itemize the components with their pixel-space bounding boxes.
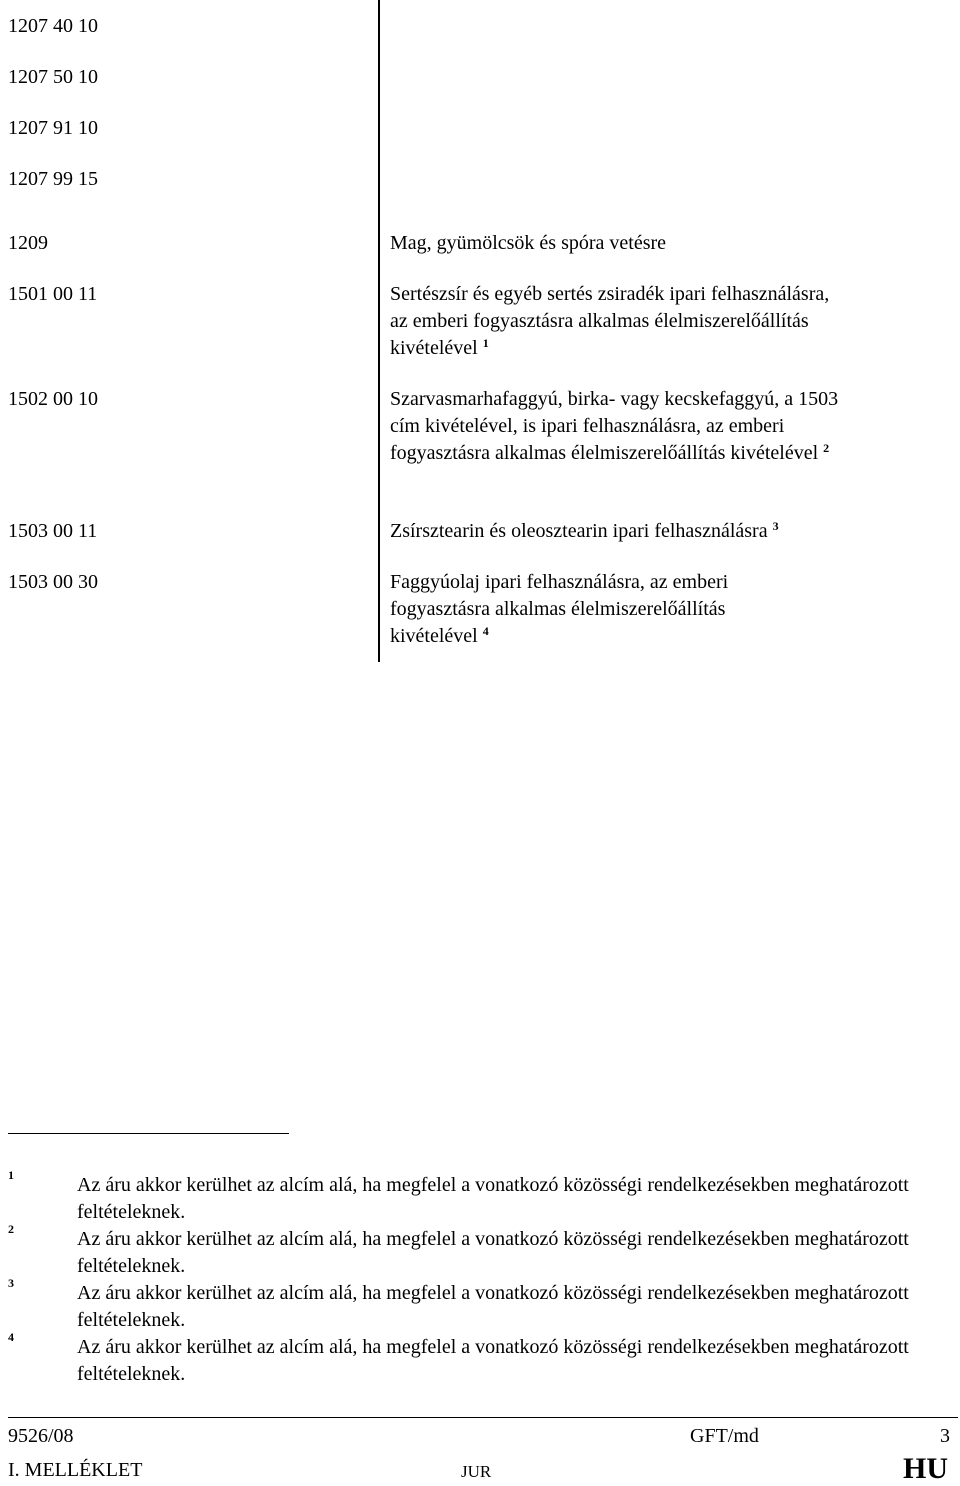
- footnote-separator: [8, 1133, 289, 1134]
- page-number: 3: [940, 1425, 950, 1447]
- cn-code: 1209: [8, 232, 48, 254]
- footnote-number: 3: [8, 1276, 14, 1290]
- cn-code: 1207 40 10: [8, 15, 98, 37]
- goods-description: Zsírsztearin és oleosztearin ipari felhasználásra $^3$: [390, 519, 779, 542]
- author-code: GFT/md: [690, 1425, 759, 1447]
- cn-code: 1207 50 10: [8, 66, 98, 88]
- unit-code: JUR: [461, 1462, 492, 1481]
- footer-rule: [8, 1417, 958, 1418]
- language-code: HU: [903, 1452, 948, 1485]
- cn-code: 1207 91 10: [8, 117, 98, 139]
- document-number: 9526/08: [8, 1425, 74, 1447]
- cn-code: 1503 00 11: [8, 520, 98, 542]
- cn-code: 1207 99 15: [8, 168, 98, 190]
- goods-description: Szarvasmarhafaggyú, birka- vagy kecskefaggyú, a 1503 cím kivételével, is ipari felhasználásra, az emberi fogyasztásra alkalmas élelmiszerelőállítás kivételével $^2$: [390, 388, 839, 464]
- goods-description: Sertészsír és egyéb sertés zsiradék ipari felhasználásra, az emberi fogyasztásra alkalmas élelmiszerelőállítás kivételével $^1$: [390, 283, 830, 359]
- cn-code: 1502 00 10: [8, 388, 98, 410]
- annex-label: I. MELLÉKLET: [8, 1459, 143, 1481]
- cn-code: 1501 00 11: [8, 283, 98, 305]
- footnote-text: Az áru akkor kerülhet az alcím alá, ha megfelel a vonatkozó közösségi rendelkezésekben meghatározott feltételeknek.: [77, 1336, 909, 1385]
- goods-description: Faggyúolaj ipari felhasználásra, az emberi fogyasztásra alkalmas élelmiszerelőállítás kivételével $^4$: [390, 571, 729, 647]
- footnote-ref: 4: [482, 624, 489, 638]
- footnote-ref: 1: [482, 336, 489, 350]
- footnote-number: 2: [8, 1222, 14, 1236]
- footnote-ref: 3: [772, 519, 779, 533]
- footnote-number: 4: [8, 1330, 14, 1344]
- footnote-number: 1: [8, 1168, 14, 1182]
- cn-code: 1503 00 30: [8, 571, 98, 593]
- goods-description: Mag, gyümölcsök és spóra vetésre: [390, 232, 667, 254]
- footnote-text: Az áru akkor kerülhet az alcím alá, ha megfelel a vonatkozó közösségi rendelkezésekben meghatározott feltételeknek.: [77, 1228, 909, 1277]
- footnote-ref: 2: [823, 441, 830, 455]
- column-divider: [378, 0, 380, 662]
- footnote-text: Az áru akkor kerülhet az alcím alá, ha megfelel a vonatkozó közösségi rendelkezésekben meghatározott feltételeknek.: [77, 1174, 909, 1223]
- footnote-text: Az áru akkor kerülhet az alcím alá, ha megfelel a vonatkozó közösségi rendelkezésekben meghatározott feltételeknek.: [77, 1282, 909, 1331]
